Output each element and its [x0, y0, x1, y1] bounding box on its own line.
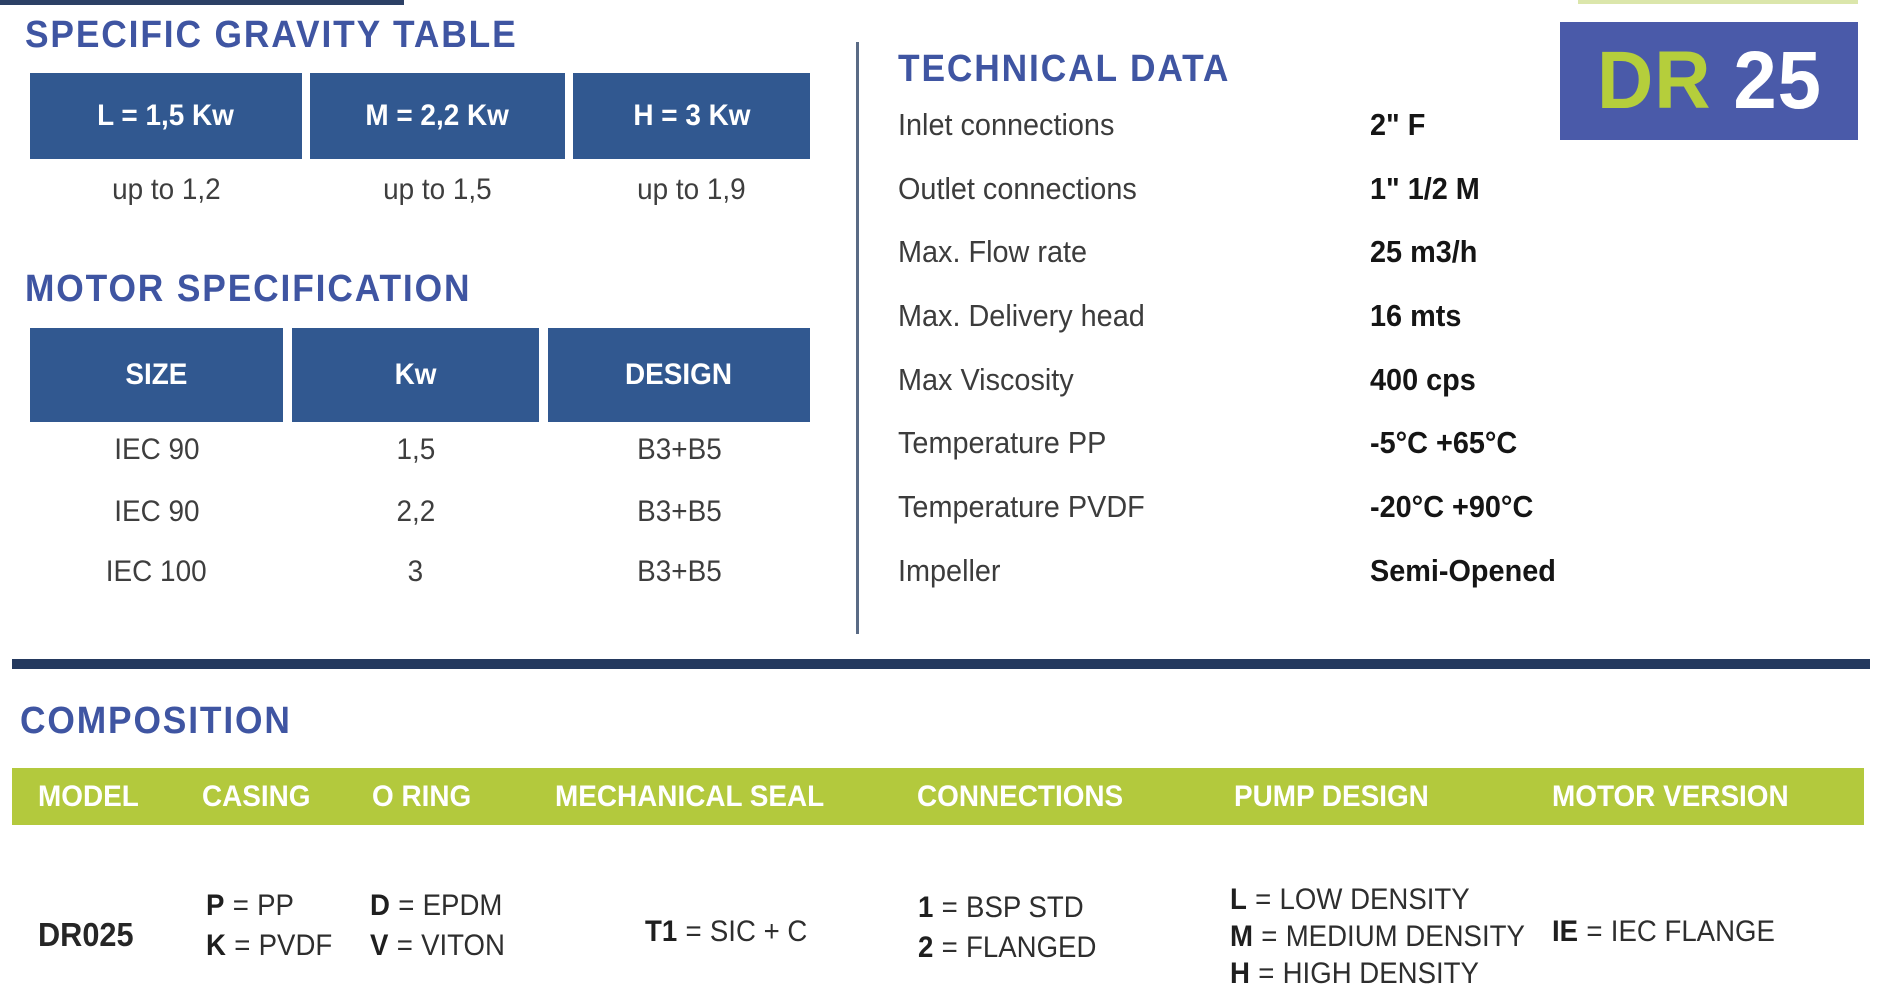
equals-sign: =	[1258, 957, 1275, 990]
casing-option-k	[206, 926, 332, 966]
scan-artifact-top-left	[0, 0, 404, 5]
section-rule	[12, 659, 1870, 669]
technical-data-row-inlet	[898, 103, 1588, 147]
oring-option-d	[370, 886, 505, 926]
oring-value-viton: VITON	[421, 929, 505, 962]
td-value-viscosity-text: 400 cps	[1370, 362, 1476, 397]
column-divider	[856, 42, 859, 634]
equals-sign: =	[941, 931, 958, 964]
badge-series-label: DR	[1597, 35, 1712, 126]
sg-header-m-text: M = 2,2 Kw	[365, 99, 510, 132]
pump-design-value-low: LOW DENSITY	[1279, 883, 1470, 916]
ms-row2-kw-text: 2,2	[396, 495, 435, 528]
sg-header-l-text: L = 1,5 Kw	[97, 99, 235, 132]
composition-motor-version-values	[1552, 912, 1794, 952]
composition-title-text: COMPOSITION	[20, 700, 292, 742]
td-value-inlet-text: 2" F	[1370, 107, 1426, 142]
td-value-flow	[1370, 234, 1485, 270]
td-value-viscosity	[1370, 362, 1484, 398]
equals-sign: =	[1261, 920, 1278, 953]
ms-row1-kw	[292, 428, 539, 472]
equals-sign: =	[232, 889, 249, 922]
technical-data-row-outlet	[898, 167, 1588, 211]
sg-header-cell-h	[573, 73, 810, 159]
technical-data-title-text: TECHNICAL DATA	[898, 48, 1231, 90]
composition-col-pump-design-text: PUMP DESIGN	[1234, 779, 1429, 813]
ms-row2-kw	[292, 490, 539, 534]
ms-row1-design-text: B3+B5	[636, 433, 722, 466]
composition-col-model-text: MODEL	[38, 779, 139, 813]
oring-key-d: D	[370, 889, 390, 922]
seal-key-t1: T1	[645, 915, 678, 948]
composition-col-pump-design	[1234, 768, 1444, 825]
composition-connections-values	[918, 888, 1112, 968]
ms-header-design-text: DESIGN	[625, 358, 733, 391]
casing-value-pvdf: PVDF	[258, 929, 333, 962]
composition-col-connections	[917, 768, 1139, 825]
ms-row1-kw-text: 1,5	[396, 433, 435, 466]
oring-key-v: V	[370, 929, 389, 962]
sg-value-m-text: up to 1,5	[383, 173, 492, 206]
ms-header-cell-kw	[292, 328, 539, 422]
scan-artifact-top-right	[1578, 0, 1858, 4]
casing-value-pp: PP	[257, 889, 294, 922]
sg-value-cell-l	[30, 168, 302, 212]
oring-value-epdm: EPDM	[422, 889, 503, 922]
connections-option-1	[918, 888, 1096, 928]
ms-header-cell-design	[548, 328, 810, 422]
equals-sign: =	[1255, 883, 1272, 916]
connections-option-2	[918, 928, 1096, 968]
ms-row2-design	[548, 490, 810, 534]
casing-option-p	[206, 886, 332, 926]
sg-value-cell-h	[573, 168, 810, 212]
seal-value-sic-c: SIC + C	[709, 915, 808, 948]
td-value-inlet	[1370, 107, 1430, 143]
ms-row2-size	[30, 490, 283, 534]
composition-casing-values	[206, 886, 343, 966]
technical-data-row-viscosity	[898, 358, 1588, 402]
technical-data-row-temp-pp	[898, 421, 1588, 465]
td-value-temp-pp	[1370, 425, 1528, 461]
technical-data-row-temp-pvdf	[898, 485, 1588, 529]
connections-key-1: 1	[918, 891, 934, 924]
composition-col-model	[38, 768, 146, 825]
sg-header-h-text: H = 3 Kw	[632, 99, 751, 132]
td-value-head	[1370, 298, 1468, 334]
badge-size-label: 25	[1732, 35, 1822, 126]
composition-col-oring-text: O RING	[372, 779, 472, 813]
td-value-impeller-text: Semi-Opened	[1370, 553, 1556, 588]
motor-version-value-iec-flange: IEC FLANGE	[1610, 915, 1775, 948]
td-label-head: Max. Delivery head	[898, 298, 1145, 333]
td-label-viscosity: Max Viscosity	[898, 362, 1074, 397]
ms-row3-kw-text: 3	[407, 555, 424, 588]
ms-row3-size	[30, 550, 283, 594]
ms-header-kw-text: Kw	[394, 358, 437, 391]
pump-design-value-high: HIGH DENSITY	[1282, 957, 1479, 990]
ms-row3-design-text: B3+B5	[636, 555, 722, 588]
td-value-impeller	[1370, 553, 1570, 589]
composition-model-code	[38, 916, 141, 954]
ms-header-cell-size	[30, 328, 283, 422]
td-value-temp-pvdf	[1370, 489, 1546, 525]
equals-sign: =	[396, 929, 413, 962]
composition-seal-values	[645, 912, 821, 952]
pump-design-key-l: L	[1230, 883, 1247, 916]
ms-row3-kw	[292, 550, 539, 594]
pump-design-option-h	[1230, 955, 1525, 992]
equals-sign: =	[685, 915, 702, 948]
composition-col-seal-text: MECHANICAL SEAL	[555, 779, 825, 813]
composition-col-connections-text: CONNECTIONS	[917, 779, 1124, 813]
composition-pump-design-values	[1230, 881, 1551, 992]
pump-design-option-l	[1230, 881, 1525, 918]
motor-version-option-ie	[1552, 912, 1775, 952]
composition-col-motor-version	[1552, 768, 1806, 825]
td-value-outlet	[1370, 171, 1488, 207]
motor-specification-title-text: MOTOR SPECIFICATION	[25, 268, 472, 310]
technical-data-row-impeller	[898, 549, 1588, 593]
technical-data-row-head	[898, 294, 1588, 338]
specific-gravity-title	[25, 14, 555, 57]
ms-row1-size-text: IEC 90	[113, 433, 200, 466]
ms-row3-design	[548, 550, 810, 594]
td-value-head-text: 16 mts	[1370, 298, 1462, 333]
composition-col-casing-text: CASING	[202, 779, 311, 813]
composition-col-casing	[202, 768, 319, 825]
sg-header-cell-l	[30, 73, 302, 159]
composition-title	[20, 700, 312, 743]
equals-sign: =	[1586, 915, 1603, 948]
composition-col-motor-version-text: MOTOR VERSION	[1552, 779, 1789, 813]
specific-gravity-title-text: SPECIFIC GRAVITY TABLE	[25, 14, 518, 56]
td-label-temp-pvdf: Temperature PVDF	[898, 489, 1145, 524]
composition-model-code-text: DR025	[38, 916, 134, 953]
composition-oring-values	[370, 886, 517, 966]
td-value-outlet-text: 1" 1/2 M	[1370, 171, 1480, 206]
ms-row2-design-text: B3+B5	[636, 495, 722, 528]
sg-value-l-text: up to 1,2	[111, 173, 221, 206]
pump-design-key-m: M	[1230, 920, 1253, 953]
ms-header-size-text: SIZE	[125, 358, 188, 391]
casing-key-p: P	[206, 889, 225, 922]
td-label-impeller: Impeller	[898, 553, 1001, 588]
connections-value-bsp: BSP STD	[966, 891, 1084, 924]
pump-design-option-m	[1230, 918, 1525, 955]
td-label-flow: Max. Flow rate	[898, 234, 1088, 269]
technical-data-title	[898, 48, 1255, 91]
equals-sign: =	[941, 891, 958, 924]
equals-sign: =	[398, 889, 415, 922]
technical-data-row-flow	[898, 230, 1588, 274]
sg-value-cell-m	[310, 168, 565, 212]
ms-row3-size-text: IEC 100	[106, 555, 207, 588]
connections-key-2: 2	[918, 931, 934, 964]
ms-row1-size	[30, 428, 283, 472]
composition-header-bar	[12, 768, 1864, 825]
td-label-inlet: Inlet connections	[898, 107, 1115, 142]
pump-design-value-medium: MEDIUM DENSITY	[1285, 920, 1525, 953]
td-value-temp-pvdf-text: -20°C +90°C	[1370, 489, 1534, 524]
motor-version-key-ie: IE	[1552, 915, 1579, 948]
composition-col-seal	[555, 768, 844, 825]
ms-row2-size-text: IEC 90	[113, 495, 200, 528]
td-label-outlet: Outlet connections	[898, 171, 1137, 206]
equals-sign: =	[234, 929, 251, 962]
motor-specification-title	[25, 268, 505, 311]
sg-value-h-text: up to 1,9	[637, 173, 746, 206]
connections-value-flanged: FLANGED	[966, 931, 1097, 964]
oring-option-v	[370, 926, 505, 966]
td-value-temp-pp-text: -5°C +65°C	[1370, 425, 1518, 460]
seal-option-t1	[645, 912, 807, 952]
model-badge	[1560, 22, 1858, 140]
casing-key-k: K	[206, 929, 226, 962]
pump-design-key-h: H	[1230, 957, 1250, 990]
td-label-temp-pp: Temperature PP	[898, 425, 1107, 460]
sg-header-cell-m	[310, 73, 565, 159]
ms-row1-design	[548, 428, 810, 472]
composition-col-oring	[372, 768, 479, 825]
td-value-flow-text: 25 m3/h	[1370, 234, 1478, 269]
